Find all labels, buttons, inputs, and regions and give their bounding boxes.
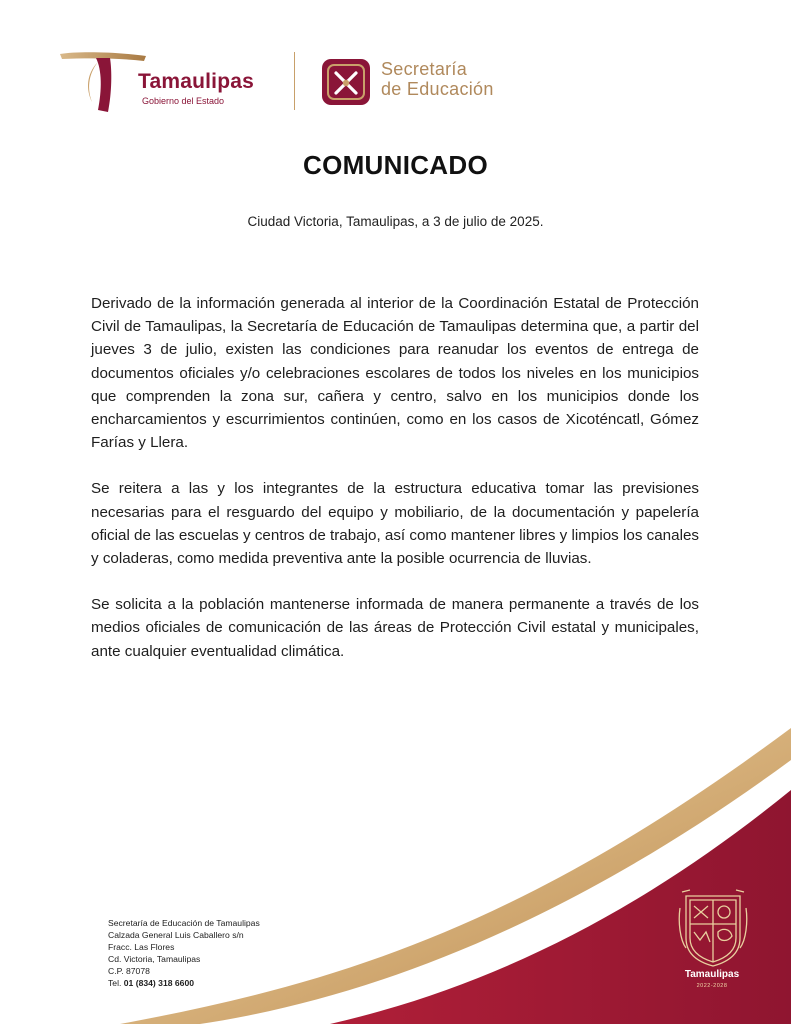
body-paragraph-3: Se solicita a la población mantenerse informada de manera permanente a través de los medios oficiales de comunicación de las áreas de Protección Civil estatal y municipales, ante cualquier eventualidad climática.: [91, 596, 699, 660]
address-line: C.P. 87078: [108, 966, 150, 976]
tamaulipas-logo-subtitle: Gobierno del Estado: [142, 96, 225, 106]
secretaria-educacion-logo-text: [381, 59, 494, 99]
address-line: Fracc. Las Flores: [108, 942, 175, 952]
tamaulipas-logo: [58, 50, 278, 114]
seal-period: 2022-2028: [696, 983, 728, 989]
body-paragraph-2: Se reitera a las y los integrantes de la estructura educativa tomar las previsiones necesarias para el resguardo del equipo y mobiliario, de la documentación y papelería oficial de las escuelas y centros de trabajo, así como mantener libres y limpios los canales y coladeras, como medida preventiva ante la posible ocurrencia de lluvias.: [91, 480, 699, 568]
footer-address: [108, 917, 260, 989]
document-body: [91, 292, 699, 686]
document-title: COMUNICADO: [303, 150, 488, 180]
address-line: Cd. Victoria, Tamaulipas: [108, 954, 201, 964]
secretaria-logo-line1: Secretaría: [381, 59, 468, 79]
seal-name: Tamaulipas: [684, 969, 740, 980]
address-line: Calzada General Luis Caballero s/n: [108, 930, 244, 940]
tamaulipas-t-mark-icon: [58, 50, 148, 114]
body-paragraph-1: Derivado de la información generada al interior de la Coordinación Estatal de Protección Civil de Tamaulipas, la Secretaría de Educación de Tamaulipas determina que, a partir del jueves 3 de julio, existen las condiciones para reanudar los eventos de entrega de documentos oficiales y/o celebraciones escolares de todos los niveles en los municipios que comprenden la zona sur, cañera y centro, salvo en los municipios donde los encharcamientos y escurrimientos continúen, como en los casos de Xicoténcatl, Gómez Farías y Llera.: [91, 295, 699, 452]
telephone-line: [108, 977, 260, 989]
secretaria-logo-line2: de Educación: [381, 79, 494, 99]
secretaria-educacion-emblem-icon: [321, 58, 371, 106]
logo-divider: [294, 52, 295, 110]
place-date: Ciudad Victoria, Tamaulipas, a 3 de julio de 2025.: [247, 214, 544, 229]
telephone-number: 01 (834) 318 6600: [123, 978, 195, 988]
address-line: Secretaría de Educación de Tamaulipas: [108, 918, 260, 928]
telephone-label: Tel.: [108, 978, 122, 988]
tamaulipas-logo-name: Tamaulipas: [138, 70, 254, 93]
